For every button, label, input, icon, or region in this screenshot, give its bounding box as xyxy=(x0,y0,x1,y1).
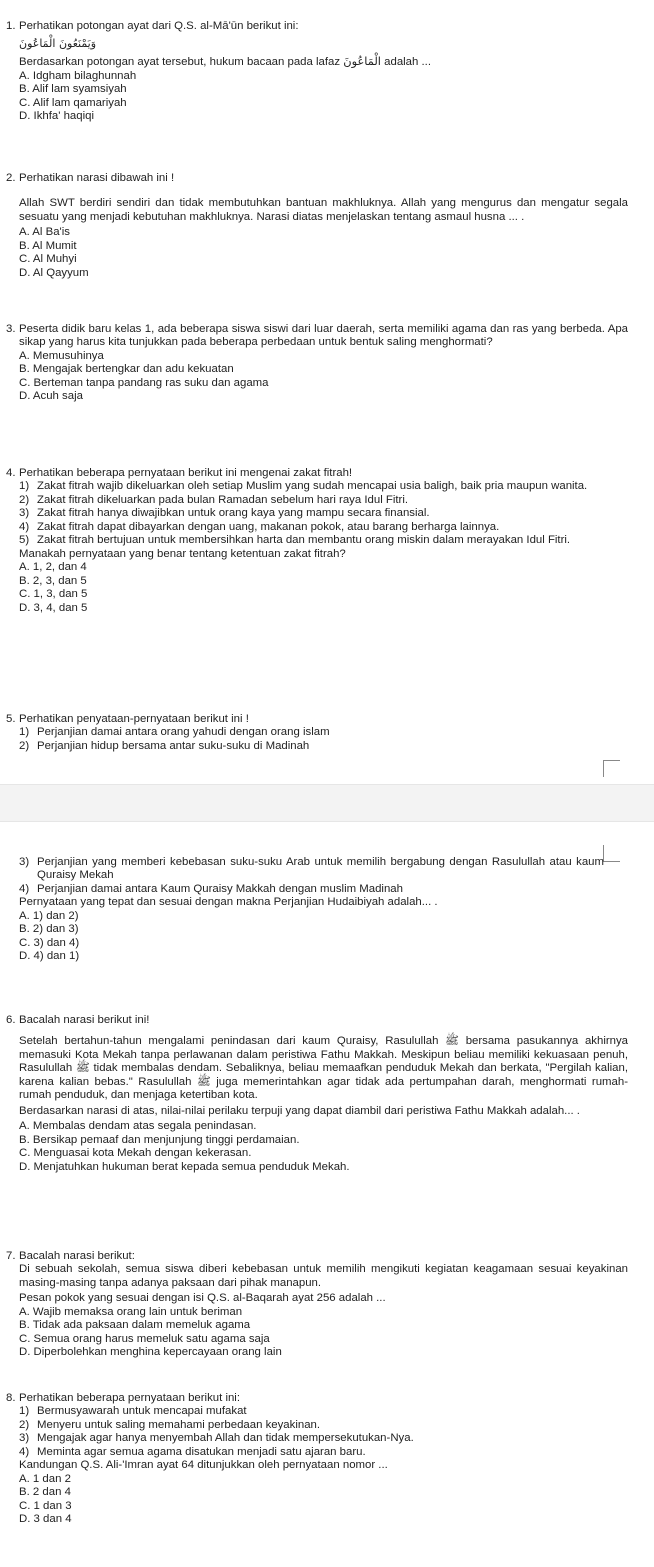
option-a[interactable]: A. Memusuhinya xyxy=(19,349,104,362)
option-c[interactable]: C. 3) dan 4) xyxy=(19,936,80,949)
option-a[interactable]: A. 1 dan 2 xyxy=(19,1472,71,1485)
question-text: Berdasarkan narasi di atas, nilai-nilai perilaku terpuji yang dapat diambil dari peristiwa Fathu Makkah adalah... . xyxy=(19,1104,580,1117)
statement-5: 5) Zakat fitrah bertujuan untuk membersihkan harta dan membantu orang miskin dalam merayakan Idul Fitri. xyxy=(19,534,571,547)
question-stem: Perhatikan potongan ayat dari Q.S. al-Mā'ūn berikut ini: xyxy=(19,20,299,32)
statement-4: 4) Perjanjian damai antara Kaum Quraisy Makkah dengan muslim Madinah xyxy=(19,882,403,895)
option-a[interactable]: A. Al Ba'is xyxy=(19,226,70,239)
option-a[interactable]: A. 1, 2, dan 4 xyxy=(19,561,87,574)
option-c[interactable]: C. Al Muhyi xyxy=(19,253,77,266)
question-number: 7. xyxy=(6,1250,16,1262)
question-8 xyxy=(6,1392,628,1527)
question-number: 1. xyxy=(6,20,16,32)
question-5 xyxy=(6,713,628,753)
question-stem: Perhatikan penyataan-pernyataan berikut ini ! xyxy=(19,713,249,725)
option-b[interactable]: B. Tidak ada paksaan dalam memeluk agama xyxy=(19,1319,251,1332)
statement-3: 3) Perjanjian yang memberi kebebasan suku-suku Arab untuk memilih bergabung dengan Rasulullah atau kaum Quraisy Mekah xyxy=(19,856,604,882)
question-text: Manakah pernyataan yang benar tentang ketentuan zakat fitrah? xyxy=(19,547,346,560)
page-crop-mark xyxy=(603,760,620,777)
arabic-verse: وَيَمْنَعُونَ الْمَاعُونَ xyxy=(19,37,97,51)
option-a[interactable]: A. Idgham bilaghunnah xyxy=(19,69,137,82)
question-4 xyxy=(6,467,628,615)
option-a[interactable]: A. Membalas dendam atas segala penindasan. xyxy=(19,1120,257,1133)
statement-3: 3) Mengajak agar hanya menyembah Allah dan tidak mempersekutukan-Nya. xyxy=(19,1432,414,1445)
question-text: Pesan pokok yang sesuai dengan isi Q.S. al-Baqarah ayat 256 adalah ... xyxy=(19,1292,386,1305)
option-d[interactable]: D. 4) dan 1) xyxy=(19,950,80,963)
option-c[interactable]: C. Menguasai kota Mekah dengan kekerasan. xyxy=(19,1147,252,1160)
option-d[interactable]: D. Menjatuhkan hukuman berat kepada semua penduduk Mekah. xyxy=(19,1160,350,1173)
question-number: 2. xyxy=(6,172,16,184)
option-d[interactable]: D. 3, 4, dan 5 xyxy=(19,601,88,614)
narrative-text: Allah SWT berdiri sendiri dan tidak membutuhkan bantuan makhluknya. Allah yang mengurus dan mengatur segala sesuatu yang menjadi kebutuhan makhluknya. Narasi diatas menjelaskan tentang asmaul husna ... . xyxy=(19,197,628,223)
question-stem: Peserta didik baru kelas 1, ada beberapa siswa siswi dari luar daerah, serta memiliki agama dan ras yang berbeda. Apa sikap yang harus kita tunjukkan pada beberapa perbedaan untuk bentuk saling menghormati? xyxy=(19,323,628,349)
statement-1: 1) Perjanjian damai antara orang yahudi dengan orang islam xyxy=(19,726,330,739)
question-text: Kandungan Q.S. Ali-'Imran ayat 64 ditunjukkan oleh pernyataan nomor ... xyxy=(19,1459,388,1472)
option-b[interactable]: B. Mengajak bertengkar dan adu kekuatan xyxy=(19,363,234,376)
statement-1: 1) Zakat fitrah wajib dikeluarkan oleh setiap Muslim yang sudah mencapai usia baligh, baik pria maupun wanita. xyxy=(19,480,588,493)
statement-2: 2) Perjanjian hidup bersama antar suku-suku di Madinah xyxy=(19,739,310,752)
option-a[interactable]: A. Wajib memaksa orang lain untuk beriman xyxy=(19,1305,243,1318)
option-b[interactable]: B. Al Mumit xyxy=(19,239,77,252)
option-d[interactable]: D. Ikhfa' haqiqi xyxy=(19,110,94,123)
question-number: 3. xyxy=(6,323,16,335)
option-c[interactable]: C. 1, 3, dan 5 xyxy=(19,588,88,601)
option-b[interactable]: B. 2, 3, dan 5 xyxy=(19,574,87,587)
question-number: 6. xyxy=(6,1014,16,1026)
question-2 xyxy=(6,172,628,280)
statement-2: 2) Zakat fitrah dikeluarkan pada bulan Ramadan sebelum hari raya Idul Fitri. xyxy=(19,493,409,506)
question-text: Berdasarkan potongan ayat tersebut, hukum bacaan pada lafaz الْمَاعُونَ adalah ... xyxy=(19,56,432,69)
statement-4: 4) Zakat fitrah dapat dibayarkan dengan uang, makanan pokok, atau barang berharga lainnya. xyxy=(19,520,500,533)
question-stem: Bacalah narasi berikut: xyxy=(19,1250,135,1262)
option-d[interactable]: D. Al Qayyum xyxy=(19,266,89,279)
question-5-continued xyxy=(6,856,628,964)
question-text: Pernyataan yang tepat dan sesuai dengan makna Perjanjian Hudaibiyah adalah... . xyxy=(19,896,438,909)
question-6 xyxy=(6,1014,628,1174)
narrative-text: Di sebuah sekolah, semua siswa diberi kebebasan untuk memilih mengikuti kegiatan keagamaan sesuai keyakinan masing-masing tanpa adanya paksaan dari pihak manapun. xyxy=(19,1263,628,1289)
option-c[interactable]: C. Semua orang harus memeluk satu agama saja xyxy=(19,1332,270,1345)
option-d[interactable]: D. 3 dan 4 xyxy=(19,1513,72,1526)
option-b[interactable]: B. 2 dan 4 xyxy=(19,1486,71,1499)
statement-2: 2) Menyeru untuk saling memahami perbedaan keyakinan. xyxy=(19,1418,321,1431)
question-3 xyxy=(6,323,628,404)
question-number: 4. xyxy=(6,467,16,479)
narrative-text: Setelah bertahun-tahun mengalami penindasan dari kaum Quraisy, Rasulullah ﷺ bersama pasukannya akhirnya memasuki Kota Mekah tanpa perlawanan dalam peristiwa Fathu Makkah. Meskipun beliau memiliki kekuasaan penuh, Rasulullah ﷺ tidak membalas dendam. Sebaliknya, beliau memaafkan penduduk Mekah dan berkata, "Pergilah kalian, karena kalian bebas." Rasulullah ﷺ juga memerintahkan agar tidak ada pertumpahan darah, menghormati rumah-rumah penduduk, dan menjaga ketertiban kota. xyxy=(19,1035,629,1102)
question-7 xyxy=(6,1250,628,1360)
option-c[interactable]: C. 1 dan 3 xyxy=(19,1499,72,1512)
question-stem: Perhatikan beberapa pernyataan berikut ini: xyxy=(19,1392,240,1404)
page-break xyxy=(0,784,654,822)
option-c[interactable]: C. Alif lam qamariyah xyxy=(19,96,127,109)
option-d[interactable]: D. Diperbolehkan menghina kepercayaan orang lain xyxy=(19,1346,282,1359)
question-stem: Bacalah narasi berikut ini! xyxy=(19,1014,150,1026)
option-d[interactable]: D. Acuh saja xyxy=(19,390,83,403)
statement-4: 4) Meminta agar semua agama disatukan menjadi satu ajaran baru. xyxy=(19,1445,366,1458)
option-a[interactable]: A. 1) dan 2) xyxy=(19,909,79,922)
question-stem: Perhatikan beberapa pernyataan berikut ini mengenai zakat fitrah! xyxy=(19,467,353,479)
statement-3: 3) Zakat fitrah hanya diwajibkan untuk orang kaya yang mampu secara finansial. xyxy=(19,507,430,520)
question-1 xyxy=(6,20,628,124)
question-number: 8. xyxy=(6,1392,16,1404)
option-b[interactable]: B. Bersikap pemaaf dan menjunjung tinggi perdamaian. xyxy=(19,1133,300,1146)
statement-1: 1) Bermusyawarah untuk mencapai mufakat xyxy=(19,1405,247,1418)
option-b[interactable]: B. 2) dan 3) xyxy=(19,923,79,936)
question-stem: Perhatikan narasi dibawah ini ! xyxy=(19,172,175,184)
option-b[interactable]: B. Alif lam syamsiyah xyxy=(19,83,127,96)
option-c[interactable]: C. Berteman tanpa pandang ras suku dan agama xyxy=(19,376,269,389)
question-number: 5. xyxy=(6,713,16,725)
